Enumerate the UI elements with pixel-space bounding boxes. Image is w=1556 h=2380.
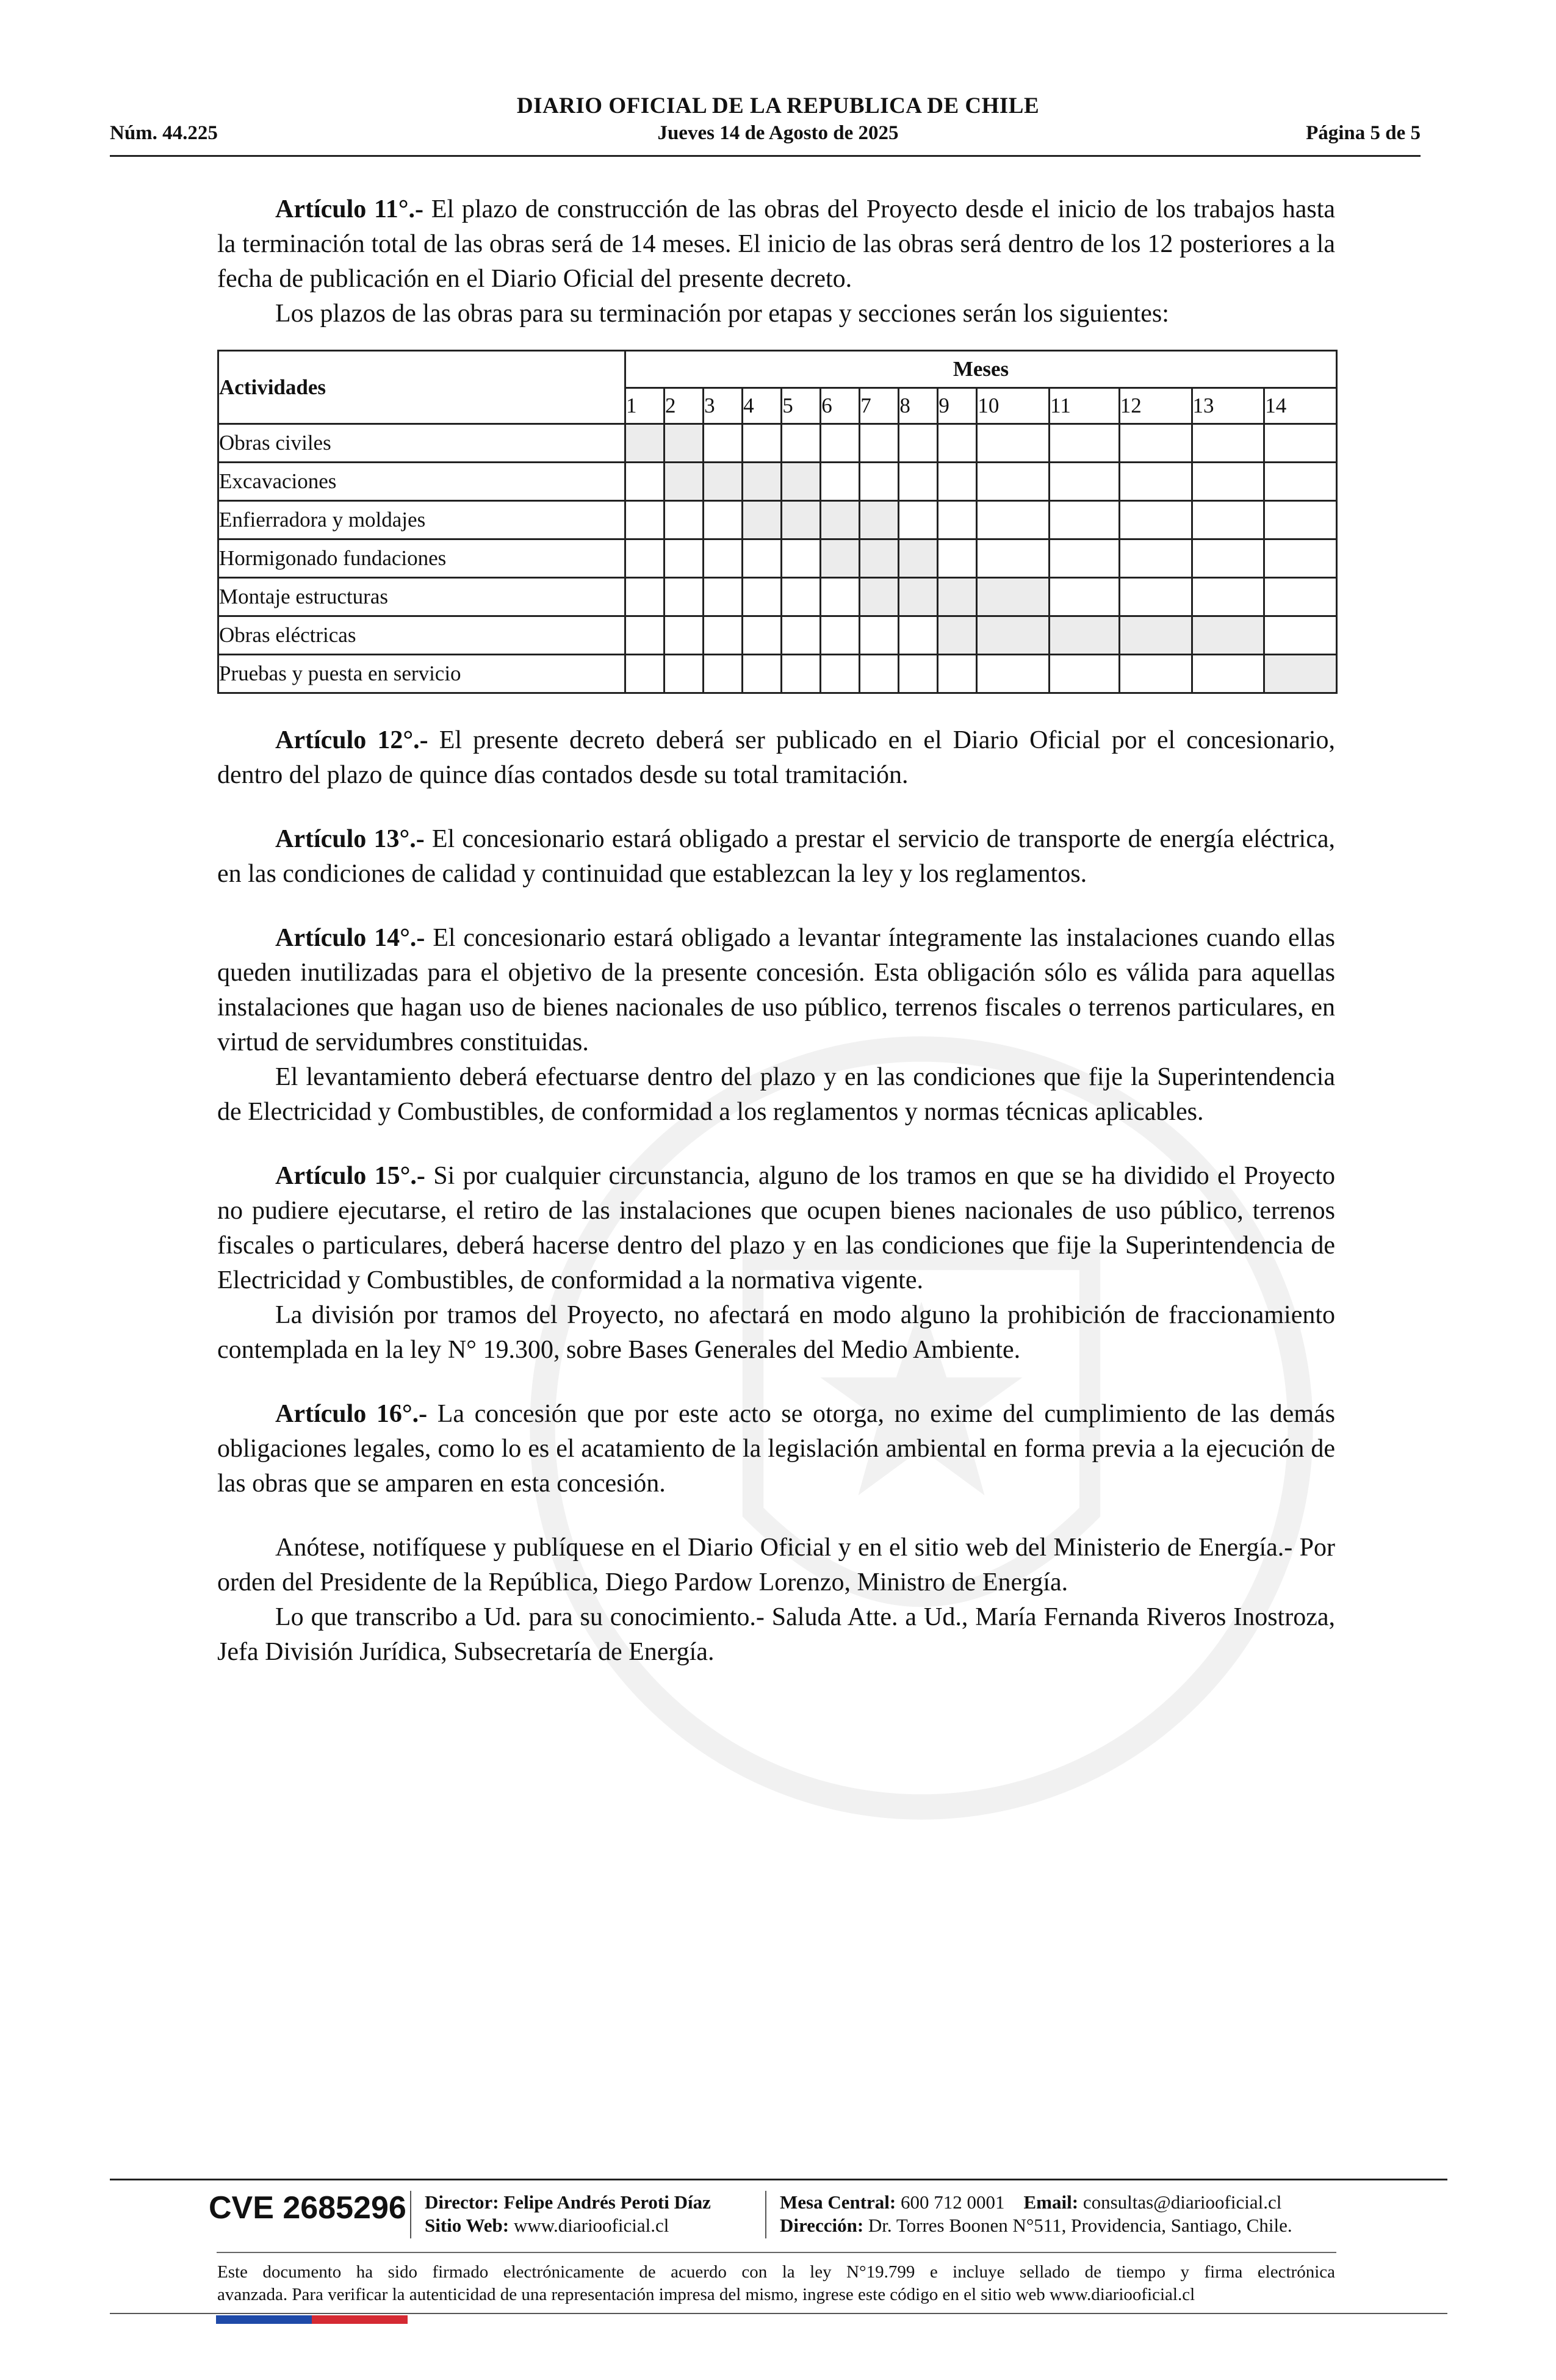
footer-divider-bottom (110, 2313, 1447, 2314)
flag-blue-stripe (216, 2315, 312, 2324)
schedule-cell (1192, 463, 1264, 501)
schedule-cell (899, 655, 938, 693)
table-row (218, 424, 1337, 463)
activities-header: Actividades (218, 351, 625, 424)
schedule-cell (1050, 539, 1120, 578)
closing-paragraph: Anótese, notifíquese y publíquese en el Diario Oficial y en el sitio web del Ministerio de Energía.- Por orden del Presidente de la República, Diego Pardow Lorenzo, Ministro de Energía. (217, 1534, 1335, 1596)
footer-separator (410, 2191, 411, 2238)
schedule-cell (782, 424, 821, 463)
schedule-cell-active (821, 501, 860, 539)
footer-separator (765, 2191, 766, 2238)
activity-label: Excavaciones (218, 463, 625, 501)
schedule-cell (860, 424, 899, 463)
schedule-cell (938, 463, 977, 501)
activity-label: Pruebas y puesta en servicio (218, 655, 625, 693)
schedule-cell (899, 424, 938, 463)
address-label: Dirección: (780, 2215, 864, 2236)
table-row (218, 539, 1337, 578)
schedule-cell-active (977, 578, 1050, 616)
schedule-cell (977, 501, 1050, 539)
schedule-table (217, 350, 1338, 694)
month-1: 1 (625, 388, 665, 424)
schedule-cell (743, 655, 782, 693)
schedule-cell-active (743, 501, 782, 539)
month-2: 2 (665, 388, 704, 424)
schedule-cell-active (938, 616, 977, 655)
document-body (217, 192, 1335, 1670)
schedule-cell (665, 501, 704, 539)
schedule-cell (1050, 501, 1120, 539)
activity-label: Enfierradora y moldajes (218, 501, 625, 539)
website-link[interactable]: www.diariooficial.cl (513, 2215, 669, 2236)
article-16-title: Artículo 16°.- (275, 1400, 428, 1428)
month-11: 11 (1050, 388, 1120, 424)
schedule-cell (1264, 424, 1337, 463)
article-14-text: El concesionario estará obligado a levantar íntegramente las instalaciones cuando ellas queden inutilizadas para el objetivo de la presente concesión. Esta obligación sólo es válida para aquellas instalaciones que hagan uso de bienes nacionales de uso público, terrenos fiscales o terrenos particulares, en virtud de servidumbres constituidas. (217, 924, 1335, 1056)
schedule-cell (1192, 539, 1264, 578)
schedule-cell-active (782, 501, 821, 539)
schedule-cell (821, 655, 860, 693)
table-row (218, 501, 1337, 539)
footer-contact-block (780, 2191, 1292, 2237)
schedule-cell-active (1119, 616, 1192, 655)
schedule-cell (860, 463, 899, 501)
schedule-cell (977, 463, 1050, 501)
table-row (218, 616, 1337, 655)
page-indicator: Página 5 de 5 (1306, 122, 1421, 144)
schedule-cell (625, 616, 665, 655)
email-label: Email: (1023, 2191, 1079, 2213)
schedule-cell (821, 424, 860, 463)
schedule-cell (704, 655, 743, 693)
schedule-cell (1119, 655, 1192, 693)
schedule-cell (821, 578, 860, 616)
schedule-cell (1264, 578, 1337, 616)
schedule-cell (899, 463, 938, 501)
schedule-cell (1264, 616, 1337, 655)
month-5: 5 (782, 388, 821, 424)
activity-label: Obras civiles (218, 424, 625, 463)
schedule-cell (1050, 655, 1120, 693)
month-12: 12 (1119, 388, 1192, 424)
schedule-cell (704, 539, 743, 578)
schedule-cell (1192, 424, 1264, 463)
schedule-cell-active (899, 539, 938, 578)
director-name: Felipe Andrés Peroti Díaz (503, 2191, 711, 2213)
article-15-p2: La división por tramos del Proyecto, no afectará en modo alguno la prohibición de fraccionamiento contemplada en la ley N° 19.300, sobre Bases Generales del Medio Ambiente. (217, 1301, 1335, 1364)
schedule-cell-active (665, 424, 704, 463)
month-6: 6 (821, 388, 860, 424)
schedule-cell (977, 655, 1050, 693)
month-9: 9 (938, 388, 977, 424)
schedule-cell-active (782, 463, 821, 501)
schedule-cell (743, 578, 782, 616)
footer-divider-top (110, 2179, 1447, 2180)
schedule-cell (860, 616, 899, 655)
schedule-cell (625, 578, 665, 616)
flag-red-stripe (312, 2315, 408, 2324)
web-label: Sitio Web: (425, 2215, 510, 2236)
closing-signature: Lo que transcribo a Ud. para su conocimiento.- Saluda Atte. a Ud., María Fernanda Riveros Inostroza, Jefa División Jurídica, Subsecretaría de Energía. (217, 1603, 1335, 1666)
schedule-cell (1050, 578, 1120, 616)
schedule-cell (1192, 655, 1264, 693)
article-14 (217, 921, 1335, 1060)
schedule-cell-active (821, 539, 860, 578)
central-label: Mesa Central: (780, 2191, 896, 2213)
schedule-cell (665, 655, 704, 693)
schedule-cell (743, 424, 782, 463)
schedule-cell-active (860, 539, 899, 578)
schedule-cell (1050, 424, 1120, 463)
schedule-cell-active (860, 578, 899, 616)
schedule-cell (743, 616, 782, 655)
activity-label: Montaje estructuras (218, 578, 625, 616)
schedule-cell (704, 424, 743, 463)
schedule-cell-active (1192, 616, 1264, 655)
schedule-cell (938, 501, 977, 539)
schedule-cell (1119, 578, 1192, 616)
legal-notice-line-2: avanzada. Para verificar la autenticidad de una representación impresa del mismo, ingrese este código en el sitio web www.diariooficial.cl (217, 2285, 1195, 2304)
header-divider (110, 155, 1421, 157)
article-15-title: Artículo 15°.- (275, 1162, 425, 1190)
schedule-cell (899, 501, 938, 539)
cve-code: CVE 2685296 (209, 2190, 406, 2226)
month-13: 13 (1192, 388, 1264, 424)
schedule-cell (625, 463, 665, 501)
schedule-cell (899, 616, 938, 655)
issue-date: Jueves 14 de Agosto de 2025 (657, 122, 899, 144)
article-13 (217, 822, 1335, 892)
schedule-cell (704, 616, 743, 655)
article-16-text: La concesión que por este acto se otorga, no exime del cumplimiento de las demás obligaciones legales, como lo es el acatamiento de la legislación ambiental en forma previa a la ejecución de las obras que se amparen en esta concesión. (217, 1400, 1335, 1498)
month-7: 7 (860, 388, 899, 424)
schedule-cell (1264, 539, 1337, 578)
month-8: 8 (899, 388, 938, 424)
month-10: 10 (977, 388, 1050, 424)
schedule-cell (860, 655, 899, 693)
schedule-cell (821, 463, 860, 501)
schedule-cell-active (704, 463, 743, 501)
article-13-text: El concesionario estará obligado a prestar el servicio de transporte de energía eléctrica, en las condiciones de calidad y continuidad que establezcan la ley y los reglamentos. (217, 825, 1335, 888)
article-12-title: Artículo 12°.- (275, 726, 428, 754)
schedule-cell (1192, 501, 1264, 539)
schedule-cell (625, 501, 665, 539)
schedule-cell (938, 424, 977, 463)
schedule-cell (782, 539, 821, 578)
schedule-cell (1119, 424, 1192, 463)
article-13-title: Artículo 13°.- (275, 825, 425, 853)
article-12-text: El presente decreto deberá ser publicado en el Diario Oficial por el concesionario, dentro del plazo de quince días contados desde su total tramitación. (217, 726, 1335, 789)
schedule-cell-active (1264, 655, 1337, 693)
article-14-p2: El levantamiento deberá efectuarse dentro del plazo y en las condiciones que fije la Superintendencia de Electricidad y Combustibles, de conformidad a los reglamentos y normas técnicas aplicables. (217, 1063, 1335, 1126)
schedule-cell (665, 539, 704, 578)
legal-notice-line-1: Este documento ha sido firmado electrónicamente de acuerdo con la ley N°19.799 e incluye sellado de tiempo y firma electrónica (217, 2262, 1335, 2282)
schedule-cell (625, 539, 665, 578)
schedule-cell-active (1050, 616, 1120, 655)
footer-director-block (425, 2191, 711, 2237)
schedule-cell (1050, 463, 1120, 501)
email-link[interactable]: consultas@diariooficial.cl (1082, 2191, 1282, 2213)
article-11-p2: Los plazos de las obras para su terminación por etapas y secciones serán los siguientes: (275, 300, 1169, 328)
schedule-cell (665, 578, 704, 616)
schedule-cell-active (938, 578, 977, 616)
schedule-body (218, 424, 1337, 693)
table-row (218, 578, 1337, 616)
schedule-cell (938, 655, 977, 693)
month-4: 4 (743, 388, 782, 424)
schedule-cell (821, 616, 860, 655)
schedule-cell-active (625, 424, 665, 463)
schedule-cell (1119, 463, 1192, 501)
schedule-cell (1264, 501, 1337, 539)
schedule-cell-active (743, 463, 782, 501)
schedule-cell (665, 616, 704, 655)
article-15-text: Si por cualquier circunstancia, alguno de los tramos en que se ha dividido el Proyecto no pudiere ejecutarse, el retiro de las instalaciones que ocupen bienes nacionales de uso público, terrenos fiscales o particulares, deberá hacerse dentro del plazo y en las condiciones que fije la Superintendencia de Electricidad y Combustibles, de conformidad a la normativa vigente. (217, 1162, 1335, 1294)
footer-divider-middle (217, 2252, 1336, 2253)
schedule-cell (782, 578, 821, 616)
months-header: Meses (625, 351, 1337, 388)
schedule-cell-active (665, 463, 704, 501)
article-11 (217, 192, 1335, 297)
newspaper-title: DIARIO OFICIAL DE LA REPUBLICA DE CHILE (516, 93, 1040, 118)
schedule-cell (977, 539, 1050, 578)
central-phone: 600 712 0001 (901, 2191, 1005, 2213)
schedule-cell (938, 539, 977, 578)
schedule-cell (625, 655, 665, 693)
address-text: Dr. Torres Boonen N°511, Providencia, Santiago, Chile. (868, 2215, 1292, 2236)
schedule-cell (743, 539, 782, 578)
article-12 (217, 723, 1335, 793)
schedule-cell (1264, 463, 1337, 501)
article-14-title: Artículo 14°.- (275, 924, 425, 952)
schedule-cell-active (860, 501, 899, 539)
article-11-title: Artículo 11°.- (275, 195, 424, 223)
flag-stripe (216, 2315, 408, 2324)
schedule-cell (782, 616, 821, 655)
schedule-cell (1119, 539, 1192, 578)
activity-label: Obras eléctricas (218, 616, 625, 655)
director-label: Director: (425, 2191, 499, 2213)
article-11-text: El plazo de construcción de las obras del Proyecto desde el inicio de los trabajos hasta la terminación total de las obras será de 14 meses. El inicio de las obras será dentro de los 12 posteriores a la fecha de publicación en el Diario Oficial del presente decreto. (217, 195, 1335, 293)
schedule-cell-active (899, 578, 938, 616)
issue-number: Núm. 44.225 (110, 122, 218, 144)
activity-label: Hormigonado fundaciones (218, 539, 625, 578)
table-row (218, 655, 1337, 693)
schedule-cell (1192, 578, 1264, 616)
article-15 (217, 1159, 1335, 1298)
month-3: 3 (704, 388, 743, 424)
schedule-cell-active (977, 616, 1050, 655)
schedule-cell (977, 424, 1050, 463)
article-16 (217, 1397, 1335, 1501)
schedule-cell (704, 501, 743, 539)
month-14: 14 (1264, 388, 1337, 424)
schedule-cell (1119, 501, 1192, 539)
schedule-cell (704, 578, 743, 616)
schedule-cell (782, 655, 821, 693)
table-row (218, 463, 1337, 501)
